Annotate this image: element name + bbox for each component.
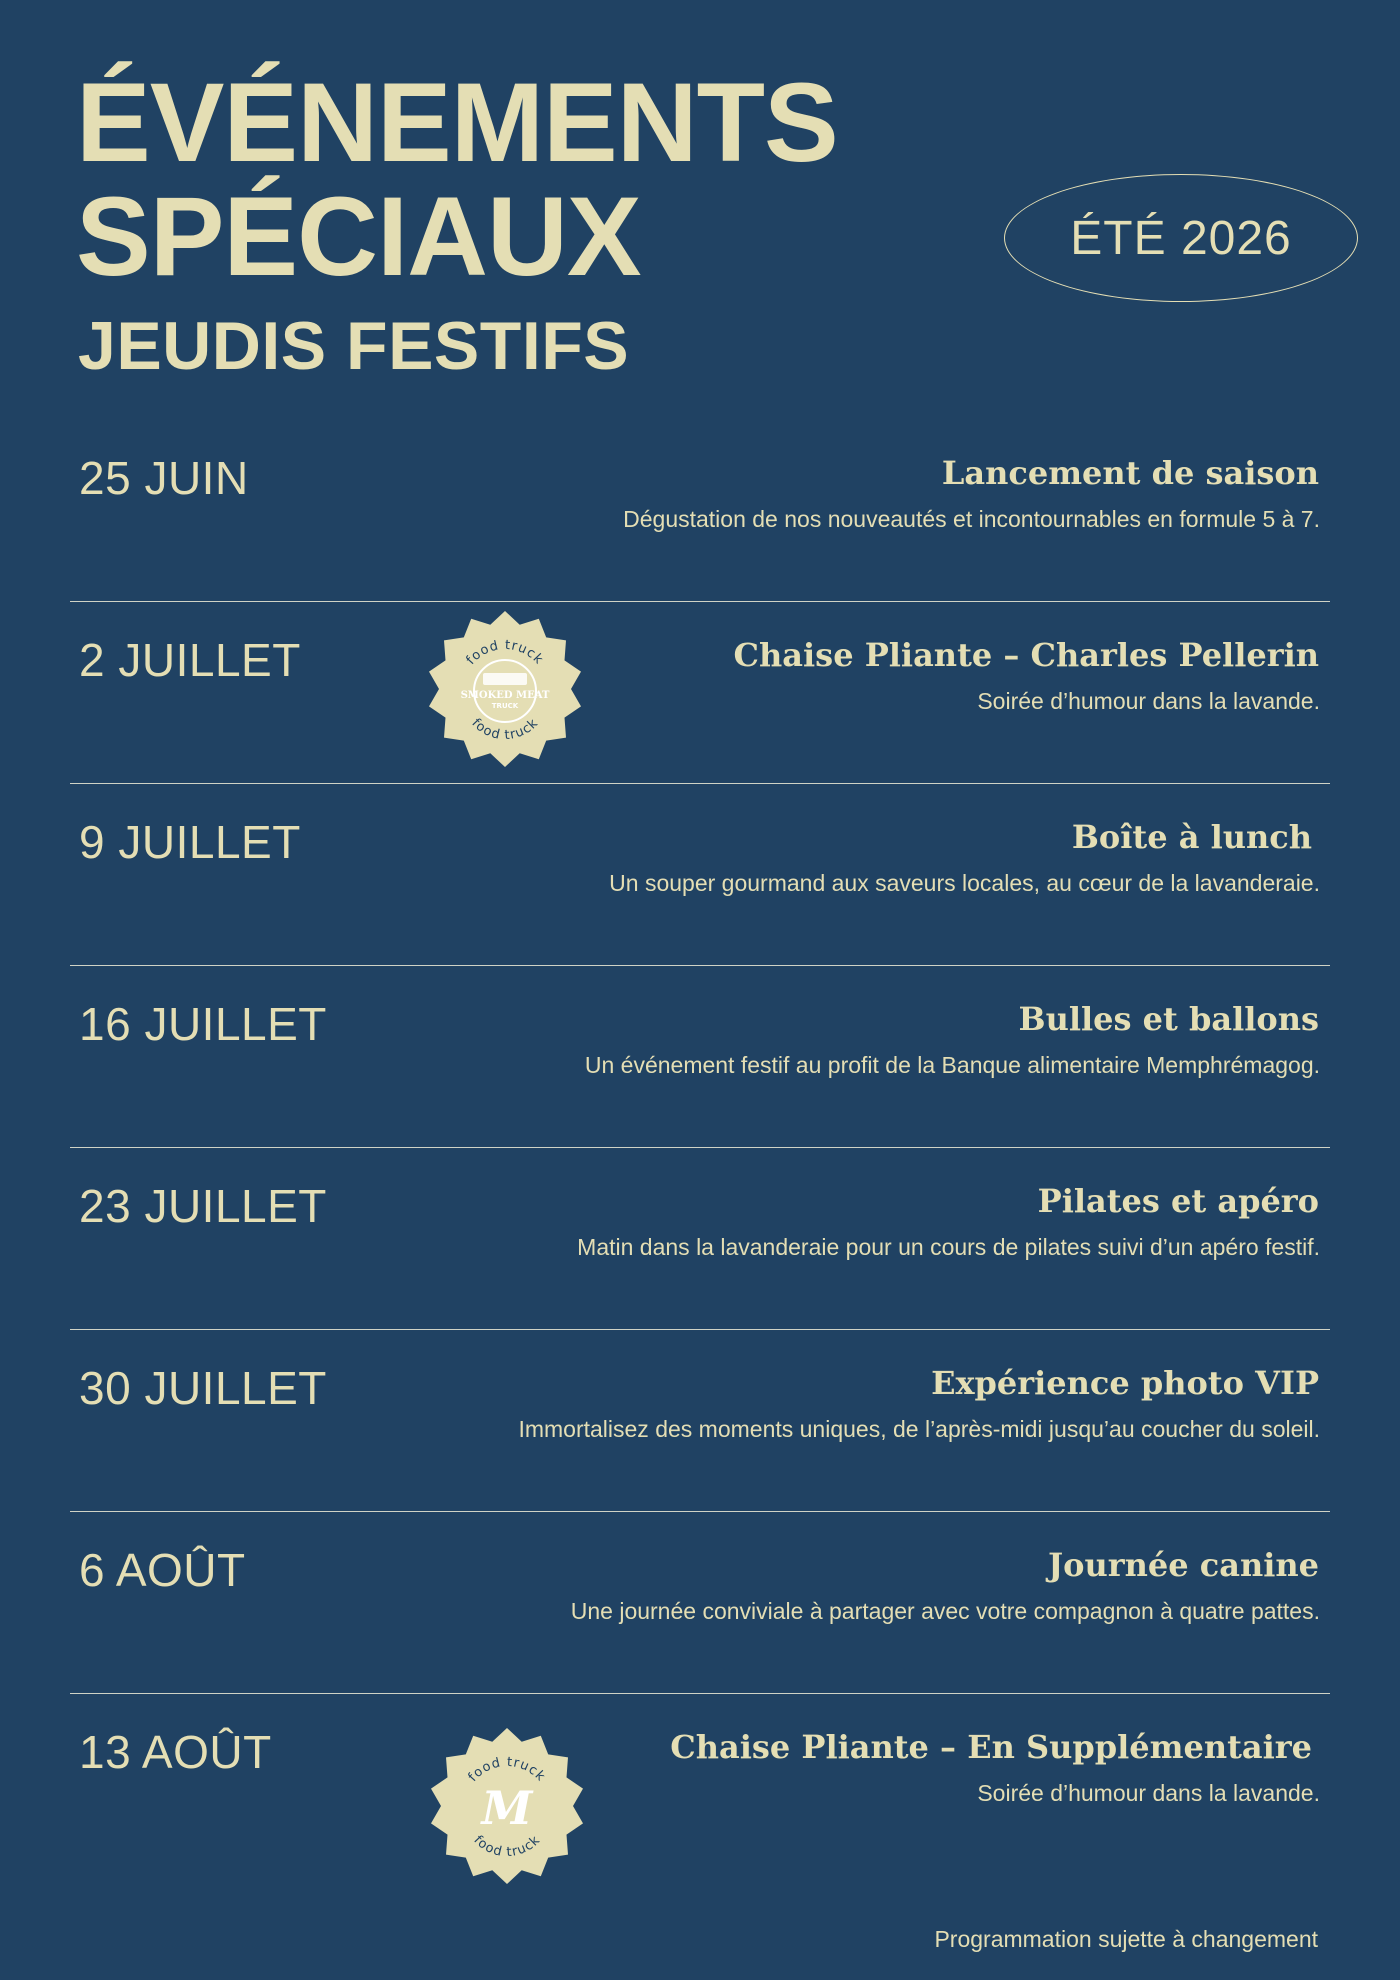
event-row (70, 1512, 1330, 1694)
event-date: 6 AOÛT (79, 1544, 246, 1596)
event-description: Immortalisez des moments uniques, de l’après-midi jusqu’au coucher du soleil. (518, 1416, 1320, 1442)
food-truck-monogram-logo-icon (427, 1726, 587, 1886)
event-title: Chaise Pliante – Charles Pellerin (733, 636, 1319, 674)
season-badge: ÉTÉ 2026 (1004, 174, 1358, 302)
event-date: 13 AOÛT (79, 1726, 272, 1778)
event-row (70, 602, 1330, 784)
badge-bottom-text: food truck (470, 1832, 544, 1861)
page-title-line-2: SPÉCIAUX (76, 174, 641, 299)
food-truck-badge-smoked-meat (425, 609, 585, 769)
smoked-meat-truck-logo-icon (425, 609, 585, 769)
event-date: 16 JUILLET (79, 998, 327, 1050)
footer-note: Programmation sujette à changement (934, 1926, 1318, 1952)
event-description: Soirée d’humour dans la lavande. (977, 1780, 1320, 1806)
events-list (70, 420, 1330, 1876)
event-row (70, 1330, 1330, 1512)
event-title: Boîte à lunch (1071, 818, 1312, 856)
event-row (70, 420, 1330, 602)
event-row (70, 1148, 1330, 1330)
event-row (70, 784, 1330, 966)
event-row (70, 966, 1330, 1148)
food-truck-badge-monogram (427, 1726, 587, 1886)
badge-top-text: food truck (463, 637, 547, 668)
event-description: Un événement festif au profit de la Banque alimentaire Memphrémagog. (584, 1052, 1320, 1078)
event-title: Bulles et ballons (1018, 1000, 1319, 1038)
event-title: Expérience photo VIP (931, 1364, 1319, 1402)
event-date: 30 JUILLET (79, 1362, 327, 1414)
event-title: Pilates et apéro (1037, 1182, 1319, 1220)
event-description: Une journée conviviale à partager avec votre compagnon à quatre pattes. (570, 1598, 1320, 1624)
badge-logo-line-1: M (481, 1781, 533, 1835)
event-date: 23 JUILLET (79, 1180, 327, 1232)
event-title: Journée canine (1048, 1546, 1319, 1584)
event-date: 9 JUILLET (79, 816, 301, 868)
badge-logo-line-2: TRUCK (491, 702, 519, 710)
event-date: 25 JUIN (79, 452, 249, 504)
event-description: Un souper gourmand aux saveurs locales, au cœur de la lavanderaie. (609, 870, 1320, 896)
event-description: Soirée d’humour dans la lavande. (977, 688, 1320, 714)
badge-top-text: food truck (465, 1754, 549, 1785)
badge-bottom-text: food truck (468, 715, 542, 744)
page-subtitle: JEUDIS FESTIFS (78, 308, 630, 384)
event-description: Matin dans la lavanderaie pour un cours de pilates suivi d’un apéro festif. (577, 1234, 1320, 1260)
page-title-line-1: ÉVÉNEMENTS (76, 60, 838, 185)
page-title (76, 60, 838, 299)
badge-logo-line-1: SMOKED MEAT (460, 690, 550, 701)
event-title: Chaise Pliante – En Supplémentaire (670, 1728, 1312, 1766)
event-date: 2 JUILLET (79, 634, 301, 686)
event-title: Lancement de saison (941, 454, 1319, 492)
event-description: Dégustation de nos nouveautés et incontournables en formule 5 à 7. (623, 506, 1320, 532)
event-row (70, 1694, 1330, 1876)
